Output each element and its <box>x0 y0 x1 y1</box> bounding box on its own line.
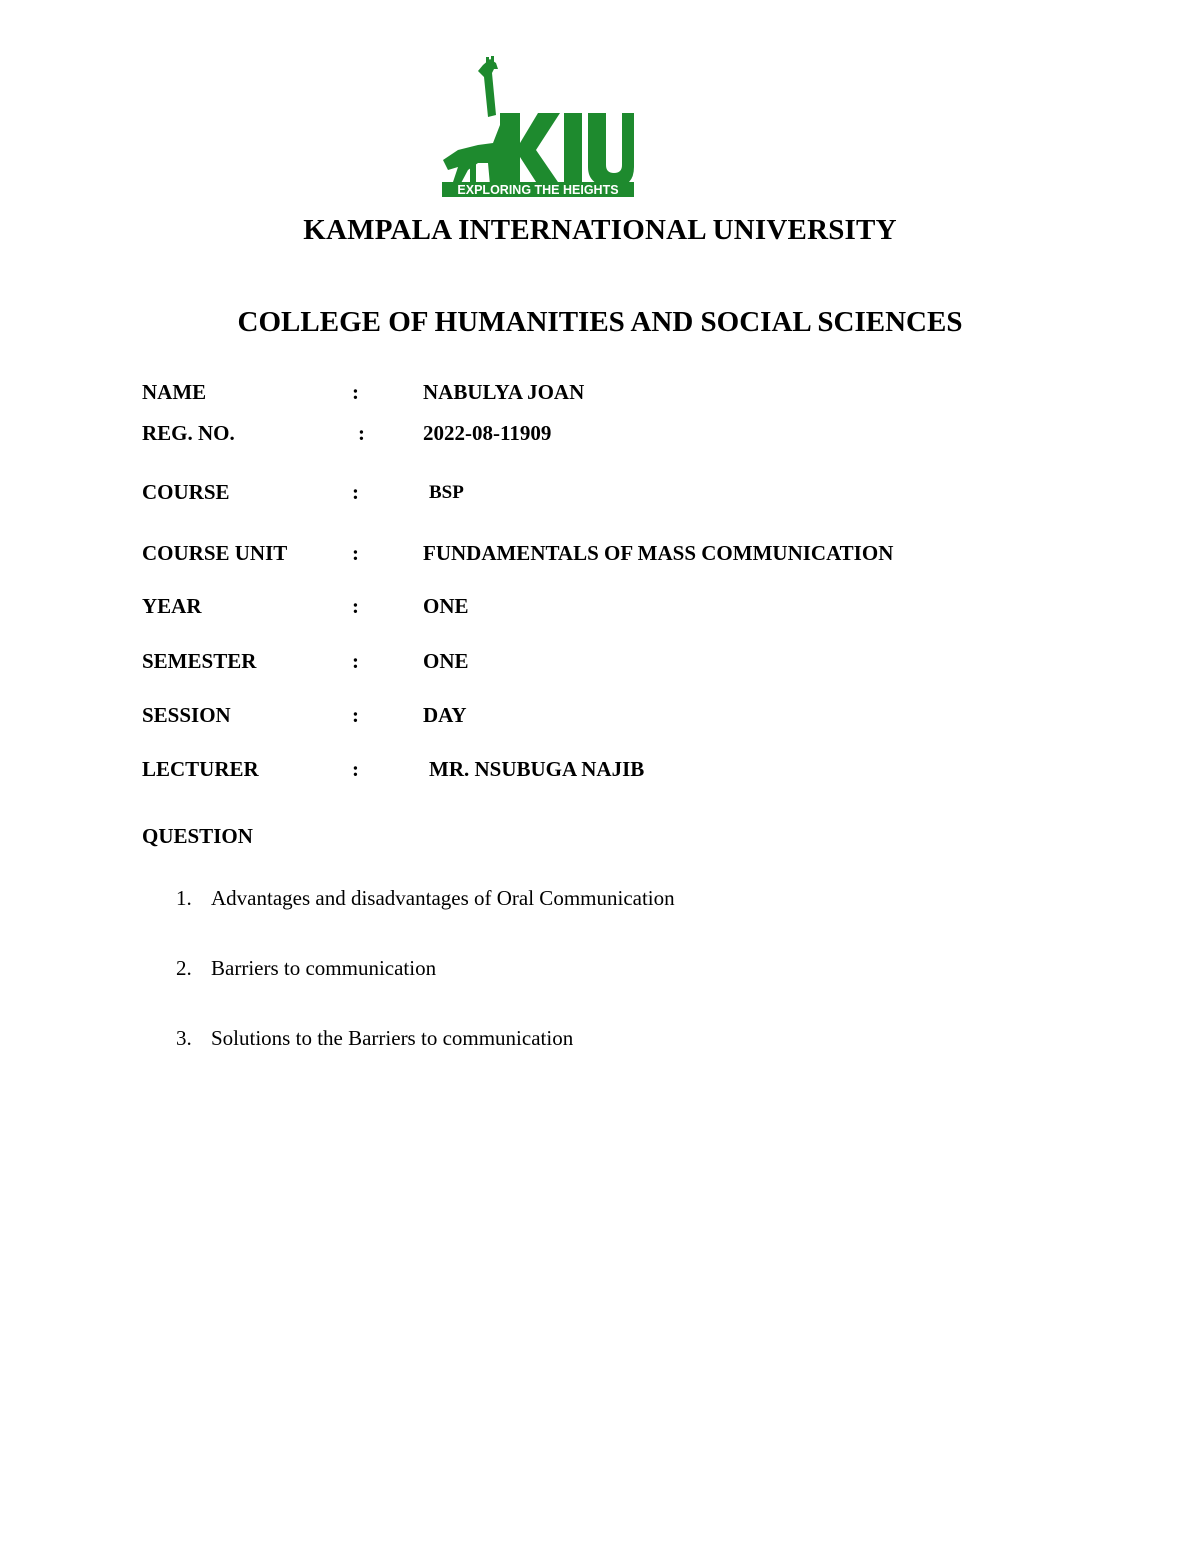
question-heading: QUESTION <box>142 824 253 848</box>
field-label: REG. NO. <box>142 421 235 445</box>
field-colon: : <box>352 541 359 565</box>
field-value: ONE <box>423 649 469 673</box>
field-colon: : <box>352 757 359 781</box>
kiu-logo-graphic <box>442 56 634 197</box>
field-label: YEAR <box>142 594 202 618</box>
field-colon: : <box>352 380 359 404</box>
field-label: LECTURER <box>142 757 259 781</box>
field-colon: : <box>352 480 359 504</box>
field-label: SESSION <box>142 703 231 727</box>
field-value: MR. NSUBUGA NAJIB <box>429 757 645 781</box>
field-value: FUNDAMENTALS OF MASS COMMUNICATION <box>423 541 894 565</box>
field-value: BSP <box>429 482 464 503</box>
field-colon: : <box>352 594 359 618</box>
field-colon: : <box>352 703 359 727</box>
question-text: Advantages and disadvantages of Oral Communication <box>211 886 675 910</box>
field-label: NAME <box>142 380 207 404</box>
kiu-logo-tagline: EXPLORING THE HEIGHTS <box>457 183 619 197</box>
question-text: Barriers to communication <box>211 956 437 980</box>
field-value: ONE <box>423 594 469 618</box>
question-number: 1. <box>176 886 192 910</box>
field-value: 2022-08-11909 <box>423 421 552 445</box>
field-label: COURSE UNIT <box>142 541 288 565</box>
question-number: 3. <box>176 1026 192 1050</box>
field-colon: : <box>358 421 365 445</box>
field-colon: : <box>352 649 359 673</box>
field-value: NABULYA JOAN <box>423 380 585 404</box>
question-text: Solutions to the Barriers to communication <box>211 1026 574 1050</box>
question-number: 2. <box>176 956 192 980</box>
field-label: COURSE <box>142 480 230 504</box>
kiu-logo <box>438 55 638 200</box>
university-title: KAMPALA INTERNATIONAL UNIVERSITY <box>303 214 897 246</box>
field-value: DAY <box>423 703 467 727</box>
college-title: COLLEGE OF HUMANITIES AND SOCIAL SCIENCES <box>237 306 963 338</box>
field-label: SEMESTER <box>142 649 257 673</box>
